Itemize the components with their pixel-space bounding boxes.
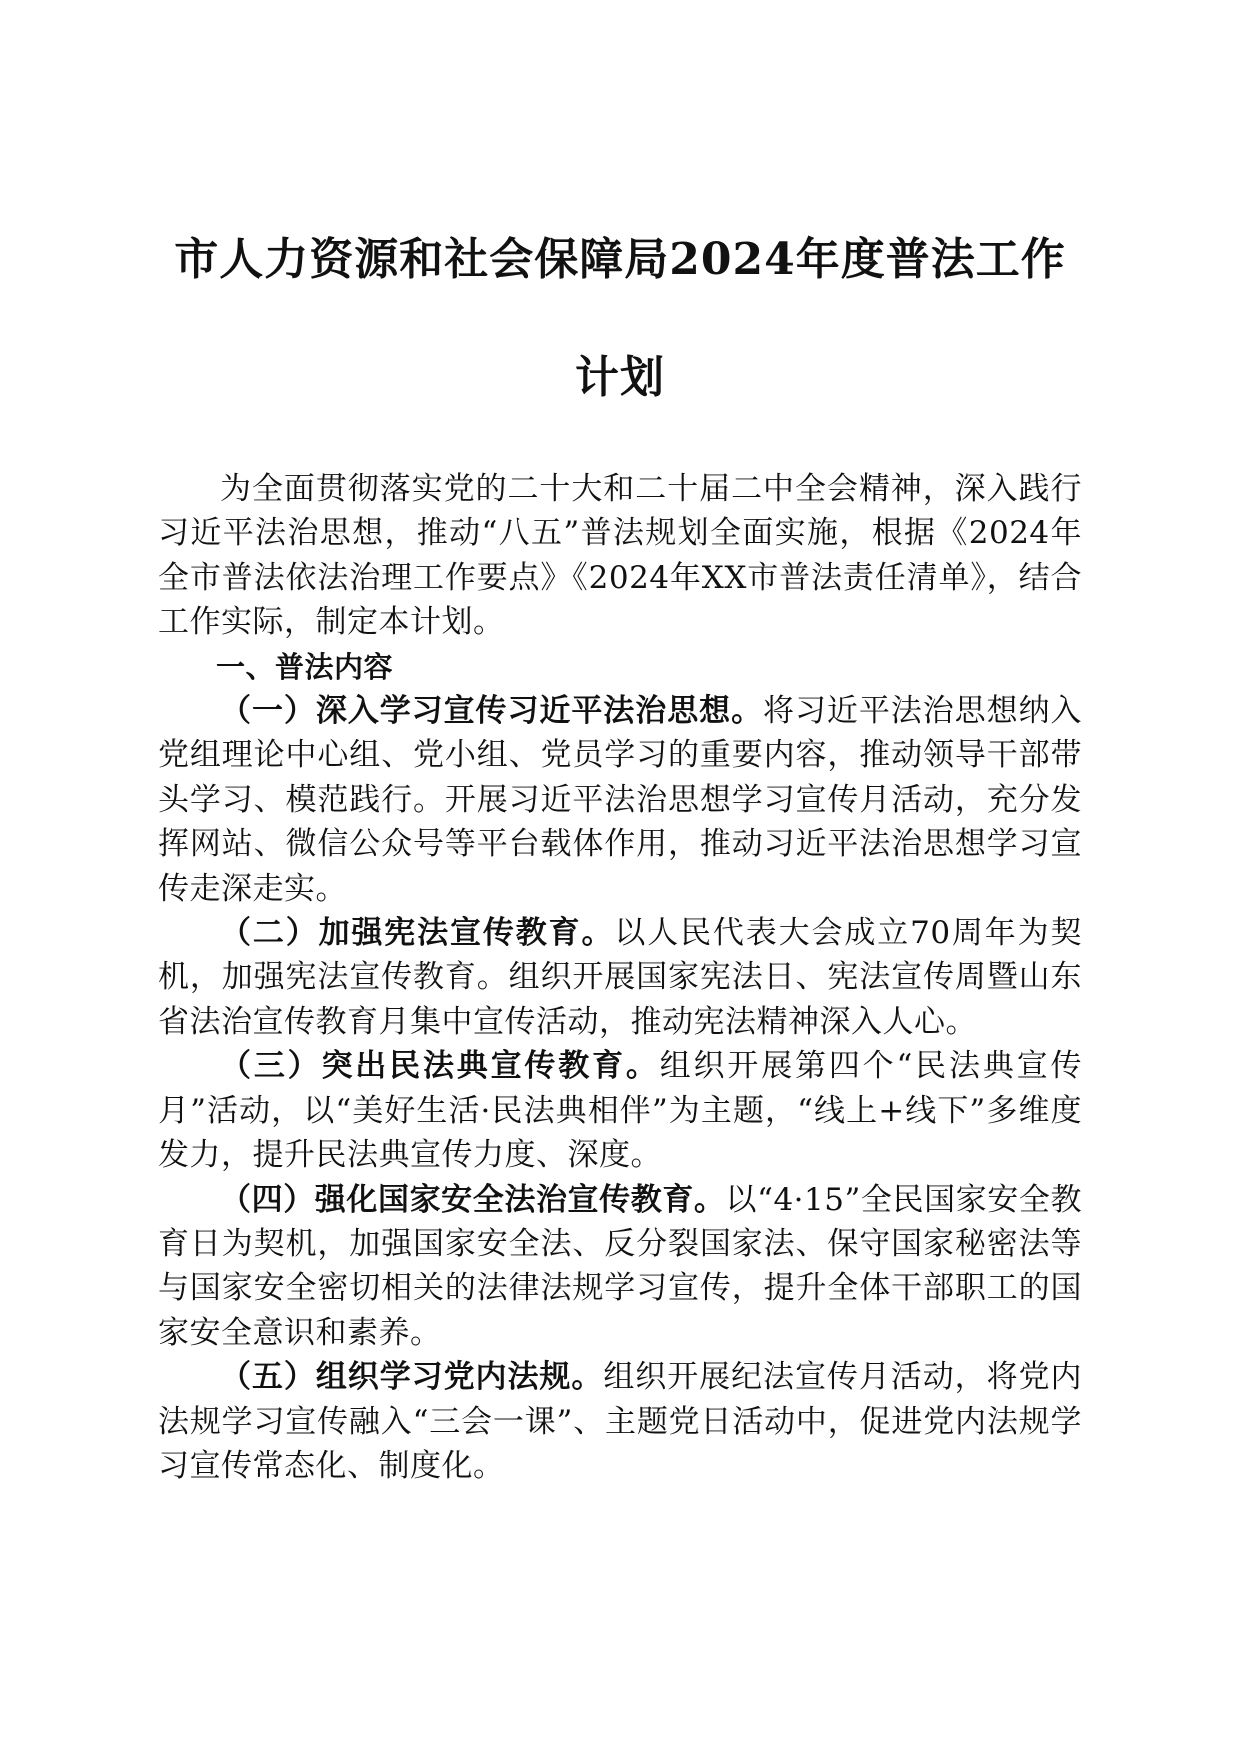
document-body	[158, 467, 1082, 1488]
item-text: 以“4·15”全民国家安全教育日为契机，加强国家安全法、反分裂国家法、保守国家秘密法等与国家安全密切相关的法律法规学习宣传，提升全体干部职工的国家安全意识和素养。	[158, 1181, 1082, 1351]
item-lead: （五）组织学习党内法规。	[220, 1359, 604, 1396]
item-paragraph	[158, 911, 1082, 1044]
item-lead: （四）强化国家安全法治宣传教育。	[220, 1181, 726, 1218]
document-title-line-1: 市人力资源和社会保障局2024年度普法工作	[174, 234, 1066, 285]
item-lead: （一）深入学习宣传习近平法治思想。	[220, 693, 764, 730]
item-text: 以人民代表大会成立70周年为契机，加强宪法宣传教育。组织开展国家宪法日、宪法宣传周暨山东省法治宣传教育月集中宣传活动，推动宪法精神深入人心。	[158, 915, 1082, 1040]
item-lead: （三）突出民法典宣传教育。	[220, 1048, 660, 1085]
section-heading: 一、普法内容	[216, 649, 394, 684]
intro-paragraph: 为全面贯彻落实党的二十大和二十届二中全会精神，深入践行习近平法治思想，推动“八五”普法规划全面实施，根据《2024年全市普法依法治理工作要点》《2024年XX市普法责任清单》，结合工作实际，制定本计划。	[158, 471, 1082, 641]
item-paragraph	[158, 689, 1082, 911]
item-text: 组织开展纪法宣传月活动，将党内法规学习宣传融入“三会一课”、主题党日活动中，促进党内法规学习宣传常态化、制度化。	[158, 1359, 1083, 1484]
item-paragraph	[158, 1355, 1082, 1488]
item-text: 组织开展第四个“民法典宣传月”活动，以“美好生活·民法典相伴”为主题，“线上+线下”多维度发力，提升民法典宣传力度、深度。	[158, 1048, 1082, 1174]
item-paragraph	[158, 1044, 1082, 1177]
document-title-line-2: 计划	[575, 352, 665, 403]
item-text: 将习近平法治思想纳入党组理论中心组、党小组、党员学习的重要内容，推动领导干部带头学习、模范践行。开展习近平法治思想学习宣传月活动，充分发挥网站、微信公众号等平台载体作用，推动习近平法治思想学习宣传走深走实。	[158, 693, 1083, 907]
item-paragraph	[158, 1178, 1082, 1356]
item-lead: （二）加强宪法宣传教育。	[220, 915, 615, 952]
